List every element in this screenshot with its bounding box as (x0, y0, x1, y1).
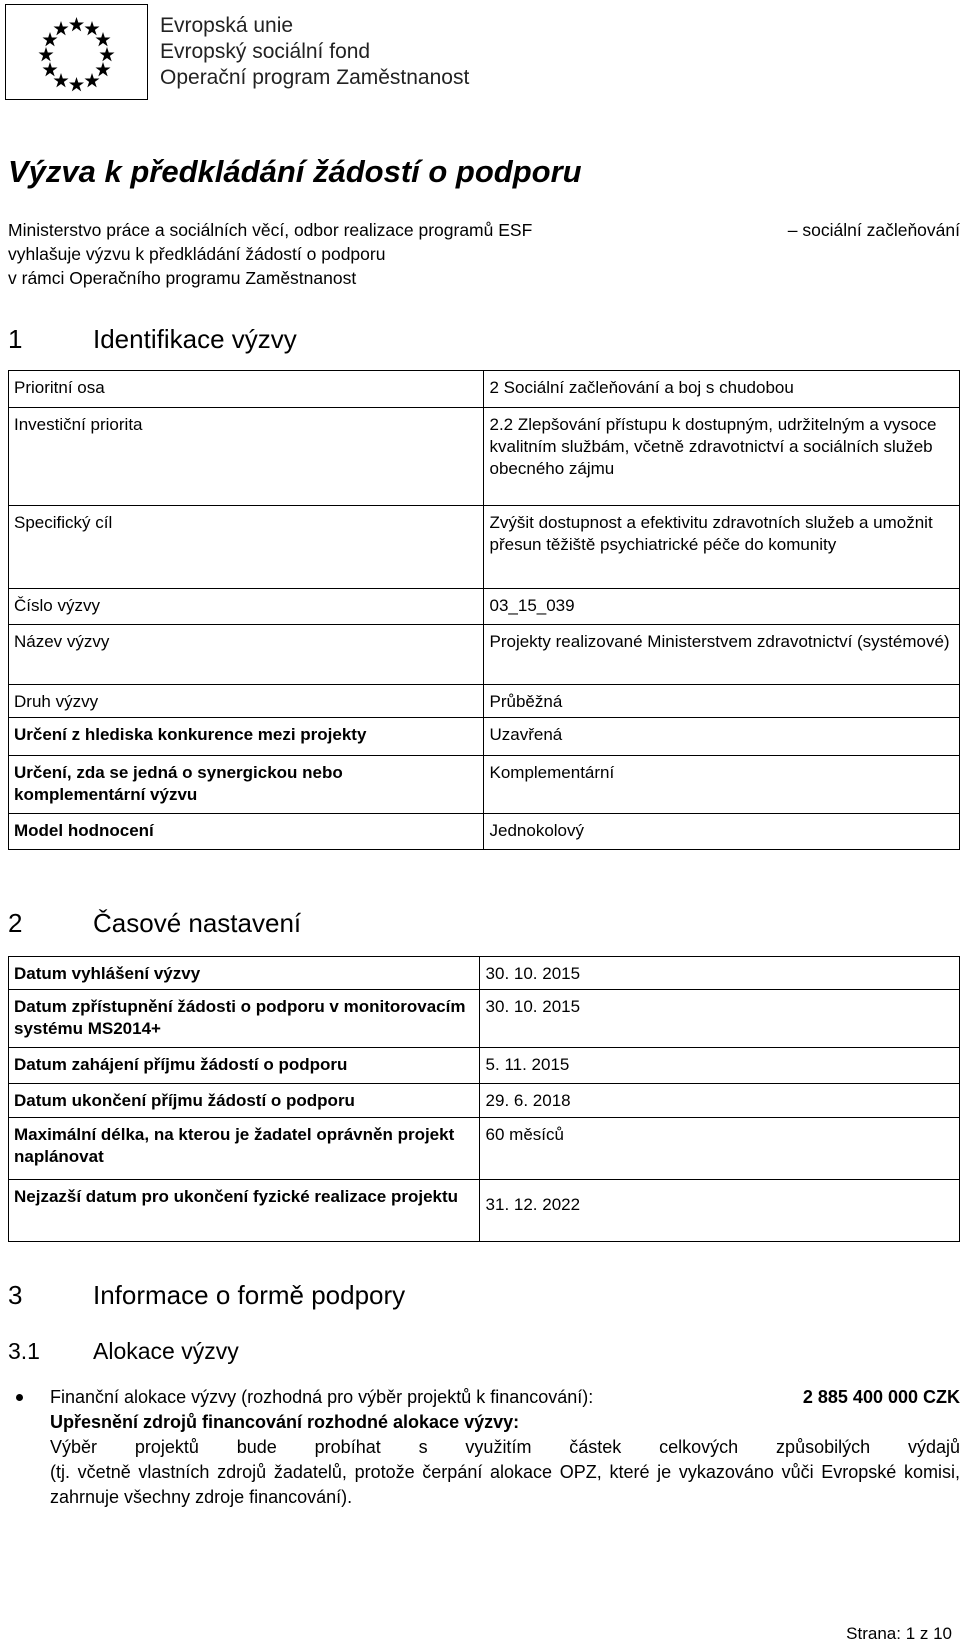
row-value: 30. 10. 2015 (479, 990, 959, 1048)
intro-line3: v rámci Operačního programu Zaměstnanost (8, 268, 357, 288)
table-row (9, 1084, 960, 1118)
row-label: Název výzvy (9, 625, 484, 685)
page-number: Strana: 1 z 10 (846, 1624, 952, 1643)
table-row (9, 371, 960, 408)
row-value: Jednokolový (483, 814, 960, 850)
section2-title: Časové nastavení (93, 908, 302, 938)
row-value: Projekty realizované Ministerstvem zdravotnictví (systémové) (483, 625, 960, 685)
section2-number: 2 (8, 908, 23, 938)
section3-1-number: 3.1 (8, 1338, 40, 1364)
section1-heading (8, 324, 297, 355)
row-label: Specifický cíl (9, 506, 484, 589)
table-row (9, 506, 960, 589)
row-value: Průběžná (483, 685, 960, 718)
row-label: Investiční priorita (9, 408, 484, 506)
allocation-amount: 2 885 400 000 CZK (802, 1387, 960, 1407)
row-value: 2.2 Zlepšování přístupu k dostupným, udržitelným a vysoce kvalitním službám, včetně zdravotnictví a sociálních služeb obecného zájmu (483, 408, 960, 506)
row-value: 30. 10. 2015 (479, 957, 959, 990)
row-value: Uzavřená (483, 718, 960, 756)
row-value: 29. 6. 2018 (479, 1084, 959, 1118)
table-row (9, 1048, 960, 1084)
table-row (9, 990, 960, 1048)
table-row (9, 685, 960, 718)
allocation-subheading: Upřesnění zdrojů financování rozhodné alokace výzvy: (50, 1412, 520, 1432)
row-label: Datum ukončení příjmu žádostí o podporu (9, 1084, 480, 1118)
allocation-text-line1: Výběr projektů bude probíhat s využitím částek celkových způsobilých výdajů (50, 1437, 960, 1457)
table-row (9, 814, 960, 850)
table-row (9, 625, 960, 685)
row-value: Komplementární (483, 756, 960, 814)
row-label: Model hodnocení (9, 814, 484, 850)
row-value: 03_15_039 (483, 589, 960, 625)
timing-table (8, 956, 960, 1242)
section2-heading (8, 908, 301, 939)
section3-1-title: Alokace výzvy (93, 1338, 239, 1364)
intro-line1-left: Ministerstvo práce a sociálních věcí, odbor realizace programů ESF (8, 220, 533, 240)
row-label: Určení, zda se jedná o synergickou nebo komplementární výzvu (9, 756, 484, 814)
row-value: Zvýšit dostupnost a efektivitu zdravotních služeb a umožnit přesun těžiště psychiatrické péče do komunity (483, 506, 960, 589)
allocation-label: Finanční alokace výzvy (rozhodná pro výběr projektů k financování): (50, 1387, 594, 1407)
document-title: Výzva k předkládání žádostí o podporu (8, 154, 582, 189)
table-row (9, 408, 960, 506)
row-value: 60 měsíců (479, 1118, 959, 1180)
bullet-icon (16, 1394, 23, 1401)
table-row (9, 756, 960, 814)
intro-line2: vyhlašuje výzvu k předkládání žádostí o podporu (8, 244, 386, 264)
identification-table (8, 370, 960, 850)
table-row (9, 1180, 960, 1242)
row-label: Určení z hlediska konkurence mezi projekty (9, 718, 484, 756)
logo-line-eu: Evropská unie (160, 14, 294, 37)
row-label: Číslo výzvy (9, 589, 484, 625)
logo-text (160, 13, 469, 91)
table-row (9, 718, 960, 756)
row-label: Druh výzvy (9, 685, 484, 718)
allocation-text-line2: (tj. včetně vlastních zdrojů žadatelů, protože čerpání alokace OPZ, které je vykazováno vůči Evropské komisi, zahrnuje všechny zdroje financování). (50, 1462, 960, 1507)
section3-1-heading (8, 1338, 239, 1365)
row-label: Maximální délka, na kterou je žadatel oprávněn projekt naplánovat (9, 1118, 480, 1180)
row-label: Prioritní osa (9, 371, 484, 408)
section3-number: 3 (8, 1280, 23, 1310)
table-row (9, 589, 960, 625)
row-label: Datum vyhlášení výzvy (9, 957, 480, 990)
row-value: 5. 11. 2015 (479, 1048, 959, 1084)
logo-line-opz: Operační program Zaměstnanost (160, 66, 470, 89)
section3-heading (8, 1280, 405, 1311)
table-row (9, 1118, 960, 1180)
section1-title: Identifikace výzvy (93, 324, 297, 354)
intro-paragraph (8, 218, 960, 290)
logo-line-esf: Evropský sociální fond (160, 40, 371, 63)
row-label: Datum zahájení příjmu žádostí o podporu (9, 1048, 480, 1084)
intro-line1-right: – sociální začleňování (787, 220, 960, 240)
row-label: Datum zpřístupnění žádosti o podporu v monitorovacím systému MS2014+ (9, 990, 480, 1048)
section1-number: 1 (8, 324, 23, 354)
eu-logo (5, 4, 475, 100)
row-label: Nejzazší datum pro ukončení fyzické realizace projektu (9, 1180, 480, 1242)
eu-flag-icon (5, 4, 148, 100)
row-value: 31. 12. 2022 (479, 1180, 959, 1242)
row-value: 2 Sociální začleňování a boj s chudobou (483, 371, 960, 408)
allocation-bullet (8, 1385, 960, 1510)
section3-title: Informace o formě podpory (93, 1280, 406, 1310)
table-row (9, 957, 960, 990)
